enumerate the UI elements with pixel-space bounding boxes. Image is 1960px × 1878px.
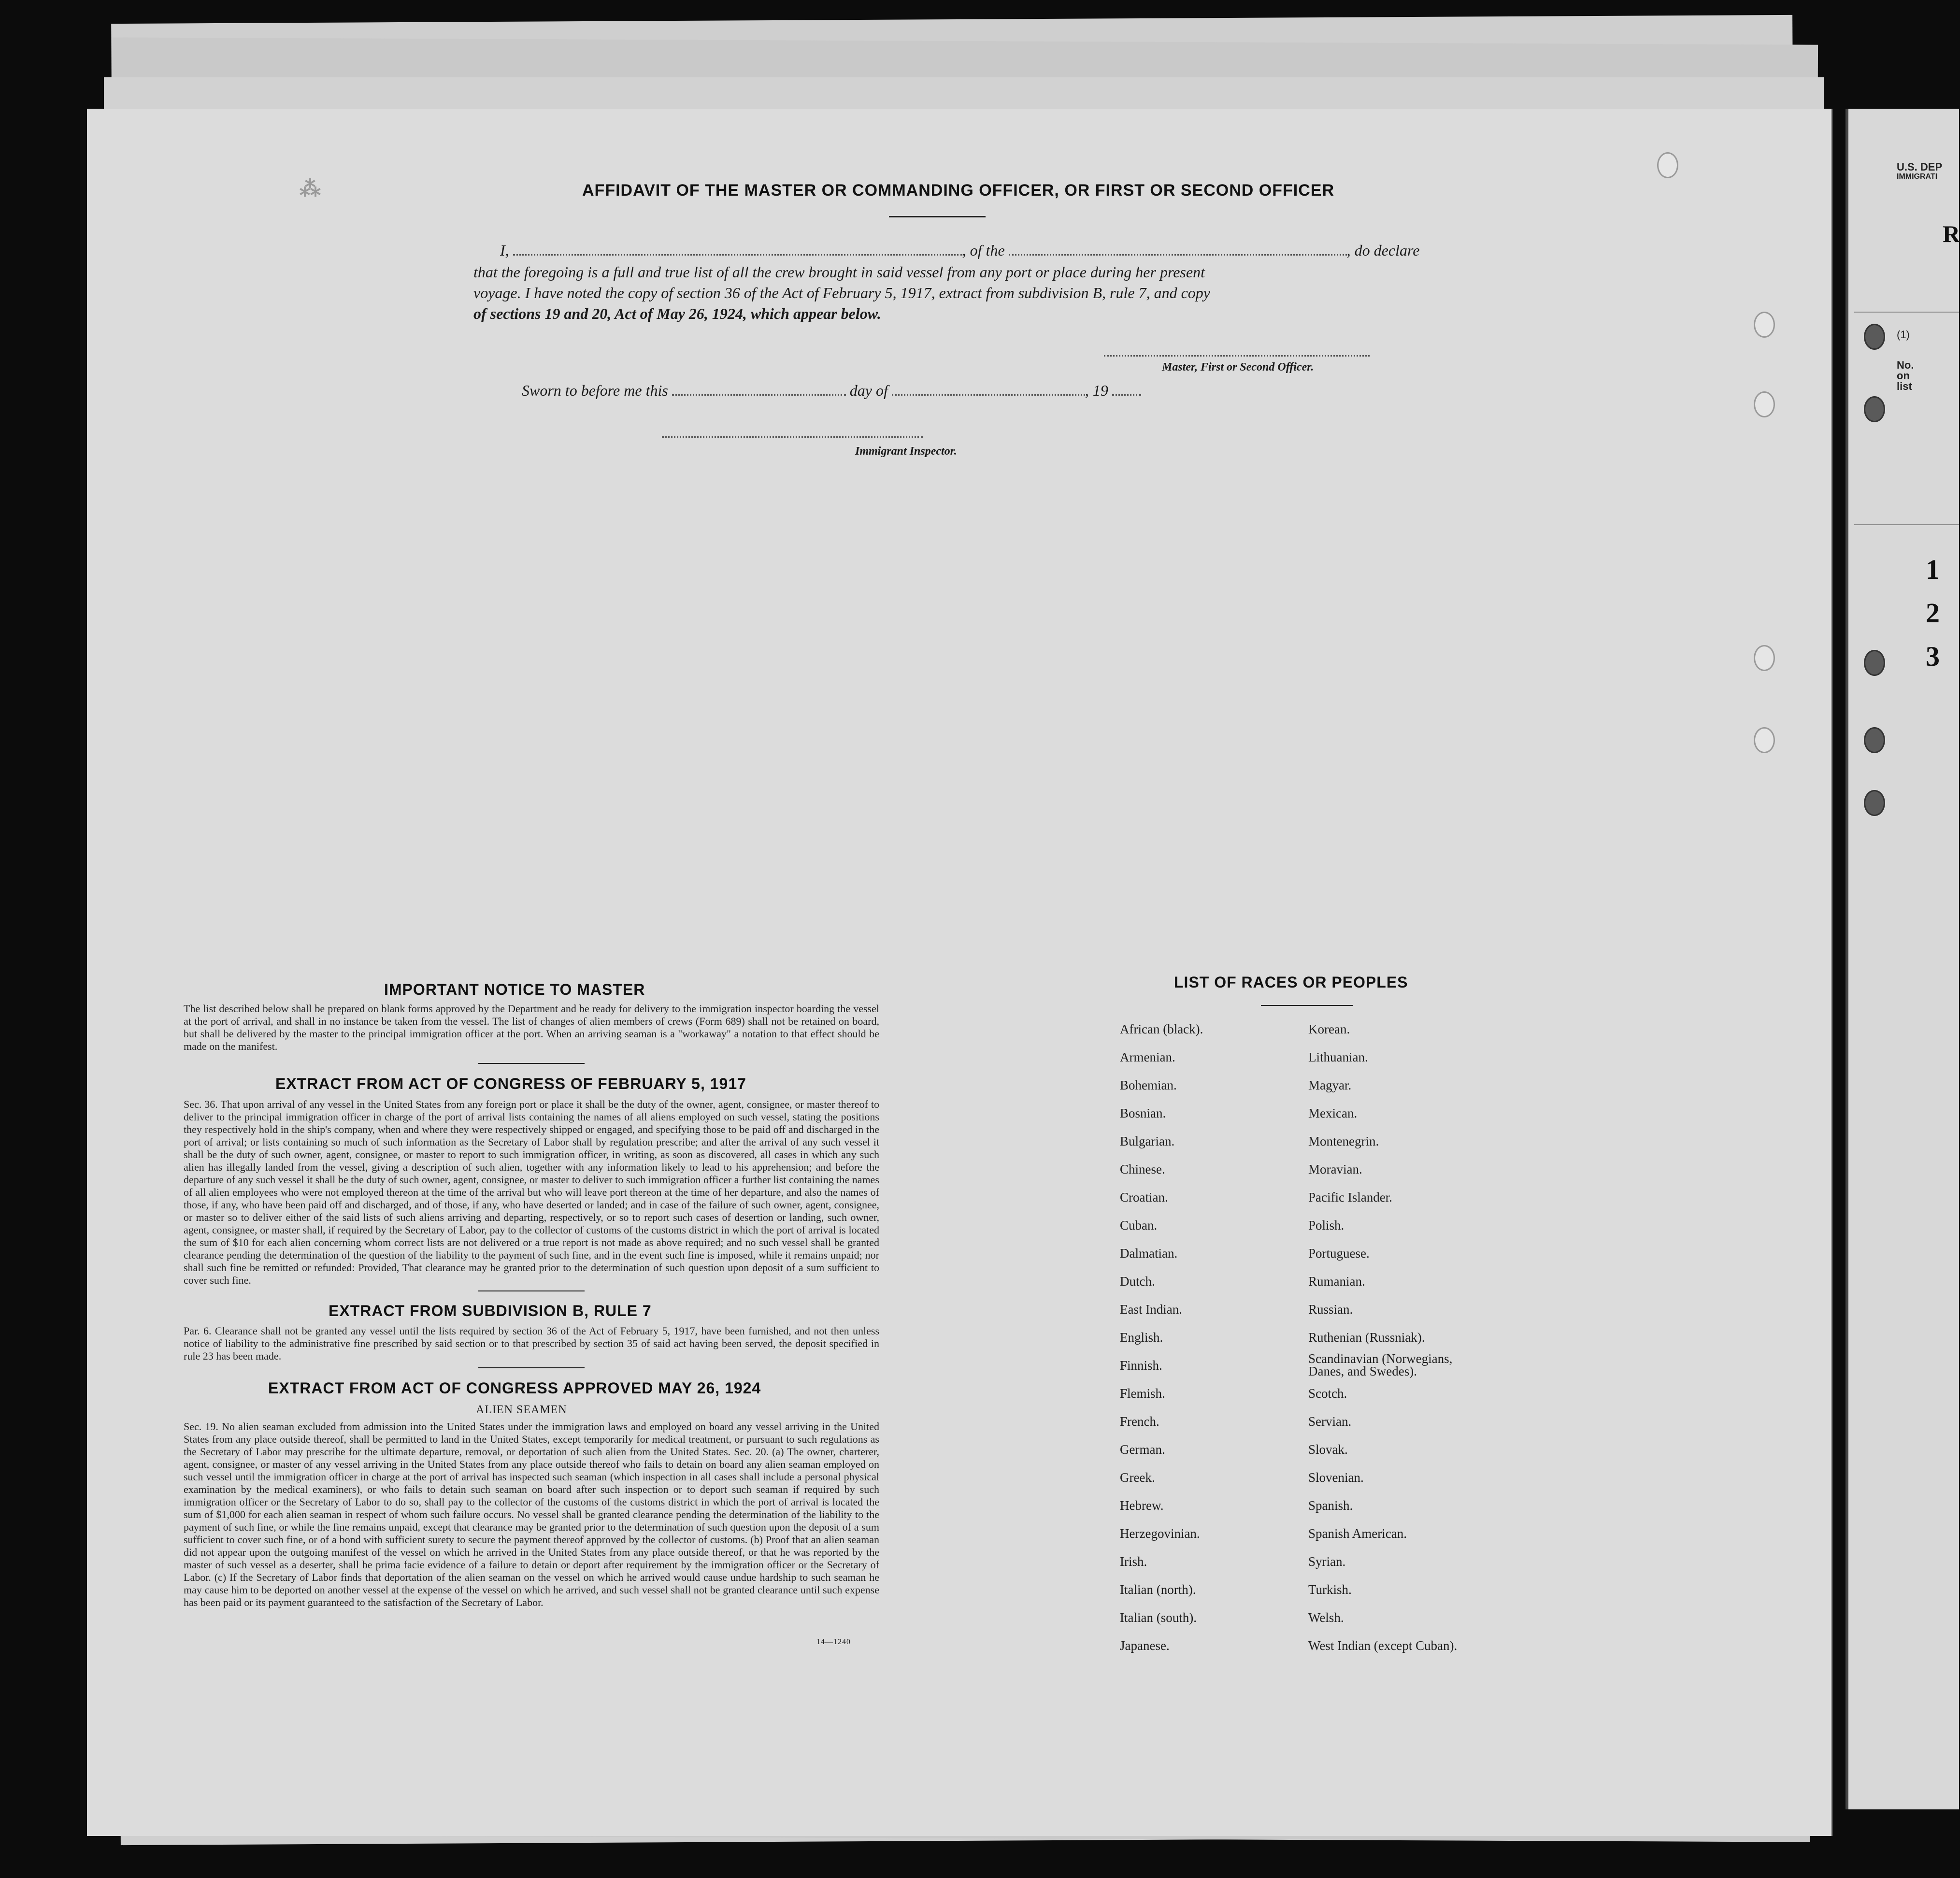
punch-hole	[1864, 324, 1885, 350]
race-entry: Dalmatian.	[1120, 1246, 1178, 1261]
races-right-column	[1308, 1022, 1511, 1653]
inspector-caption: Immigrant Inspector.	[855, 445, 957, 458]
inspector-signature-blank[interactable]	[662, 431, 923, 438]
name-blank[interactable]	[513, 249, 962, 256]
punch-hole	[1864, 790, 1885, 816]
race-entry: Montenegrin.	[1308, 1134, 1379, 1148]
race-entry: Italian (north).	[1120, 1582, 1196, 1597]
extract-1924-text: Sec. 19. No alien seaman excluded from admission into the United States under the immigration laws and employed on board any vessel arriving in the United States from any place outside thereof, shall be permitted to land in the United States, except temporarily for medical treatment, or pursuant to such regulations as the Secretary of Labor may prescribe for the ultimate departure, removal, or deportation of such alien from the United States. Sec. 20. (a) The owner, charterer, agent, consignee, or master of any vessel arriving in the United States from any place outside thereof who fails to detain on board any alien seaman employed on such vessel until the immigration officer in charge at the port of arrival has inspected such seaman (which inspection in all cases shall include a personal physical examination by the medical examiners), or who fails to detain such seaman on board after such inspection or to deport such seaman if required by such immigration officer or the Secretary of Labor to do so, shall pay to the collector of the customs of the customs district in which the port of arrival is located the sum of $1,000 for each alien seaman in respect of whom such failure occurs. No vessel shall be granted clearance pending the determination of the liability to the payment of such fine, or while the fine remains unpaid, except that clearance may be granted prior to the determination of such question upon the deposit of a sum sufficient to cover such fine, or of a bond with sufficient surety to secure the payment thereof approved by the collector of customs. (b) Proof that an alien seaman did not appear upon the outgoing manifest of the vessel on which he arrived in the United States from any place outside thereof, or that he was reported by the master of such vessel as a deserter, shall be prima facie evidence of a failure to detain or deport after requirement by the immigration officer or the Secretary of Labor. (c) If the Secretary of Labor finds that deportation of the alien seaman on the vessel on which he arrived would cause undue hardship to such seaman he may cause him to be deported on another vessel at the expense of the vessel on which he arrived, and such vessel shall not be granted clearance until such expense has been paid or its payment guaranteed to the satisfaction of the Secretary of Labor.	[184, 1420, 879, 1608]
edge-header-sub: IMMIGRATI	[1897, 172, 1938, 181]
punch-hole	[1864, 727, 1885, 753]
affidavit-line-3: voyage. I have noted the copy of section 36 of the Act of February 5, 1917, extract from subdivision B, rule 7, and copy	[473, 284, 1210, 301]
race-entry: Italian (south).	[1120, 1610, 1197, 1625]
race-entry: Pacific Islander.	[1308, 1190, 1392, 1204]
edge-row-1: 1	[1926, 554, 1940, 585]
race-entry: Hebrew.	[1120, 1498, 1164, 1513]
race-entry: African (black).	[1120, 1022, 1203, 1036]
punch-hole	[1864, 396, 1885, 422]
race-entry: West Indian (except Cuban).	[1308, 1638, 1458, 1653]
race-entry: Flemish.	[1120, 1386, 1165, 1401]
races-title: LIST OF RACES OR PEOPLES	[1174, 974, 1408, 991]
signature-blank[interactable]	[1104, 350, 1370, 357]
race-entry: Japanese.	[1120, 1638, 1170, 1653]
race-entry: Polish.	[1308, 1218, 1345, 1233]
edge-row-3: 3	[1926, 641, 1940, 672]
race-entry: French.	[1120, 1414, 1159, 1429]
race-entry: Scandinavian (Norwegians, Danes, and Swedes).	[1308, 1351, 1453, 1378]
form-number: 14—1240	[816, 1638, 851, 1646]
edge-col-label: No. on list	[1897, 359, 1914, 392]
race-entry: Chinese.	[1120, 1162, 1165, 1176]
title-rule	[889, 216, 986, 217]
affidavit-line-2: that the foregoing is a full and true list of all the crew brought in said vessel from any port or place during her present	[473, 263, 1205, 281]
race-entry: Dutch.	[1120, 1274, 1155, 1289]
race-entry: Spanish American.	[1308, 1526, 1407, 1541]
sworn-year-blank[interactable]	[1112, 389, 1141, 396]
race-entry: Irish.	[1120, 1554, 1147, 1569]
race-entry: Mexican.	[1308, 1106, 1358, 1120]
edge-row-2: 2	[1926, 597, 1940, 629]
sworn-line: Sworn to before me this day of , 19	[522, 382, 1141, 400]
edge-letter: R	[1943, 220, 1960, 247]
race-entry: German.	[1120, 1442, 1165, 1457]
race-entry: Ruthenian (Russniak).	[1308, 1330, 1425, 1345]
race-entry: Slovenian.	[1308, 1470, 1364, 1485]
race-entry: Syrian.	[1308, 1554, 1346, 1569]
edge-header: U.S. DEP	[1897, 161, 1943, 173]
race-entry: Portuguese.	[1308, 1246, 1370, 1261]
vessel-blank[interactable]	[1009, 249, 1347, 256]
race-entry: Finnish.	[1120, 1358, 1162, 1373]
race-entry: Welsh.	[1308, 1610, 1344, 1625]
section-rule	[478, 1063, 585, 1064]
race-entry: Magyar.	[1308, 1078, 1352, 1092]
race-entry: East Indian.	[1120, 1302, 1182, 1317]
section-rule	[478, 1367, 585, 1368]
race-entry: Korean.	[1308, 1022, 1350, 1036]
race-entry: Greek.	[1120, 1470, 1155, 1485]
race-entry: Rumanian.	[1308, 1274, 1365, 1289]
punch-hole	[1754, 391, 1775, 417]
signature-caption: Master, First or Second Officer.	[1162, 361, 1314, 373]
extract-rule7-text: Par. 6. Clearance shall not be granted any vessel until the lists required by section 36 of the Act of February 5, 1917, have been furnished, and not then unless notice of liability to the administrative fine prescribed by said section or to that prescribed by section 35 of said act having been served, the deposit specified in rule 23 has been made.	[184, 1325, 879, 1362]
race-entry: Herzegovinian.	[1120, 1526, 1200, 1541]
extract-1917-title: EXTRACT FROM ACT OF CONGRESS OF FEBRUARY 5, 1917	[275, 1075, 746, 1092]
race-entry: Moravian.	[1308, 1162, 1362, 1176]
race-entry: Slovak.	[1308, 1442, 1348, 1457]
races-left-column	[1120, 1022, 1303, 1653]
affidavit-title: AFFIDAVIT OF THE MASTER OR COMMANDING OFFICER, OR FIRST OR SECOND OFFICER	[582, 181, 1334, 200]
race-entry: Spanish.	[1308, 1498, 1353, 1513]
affidavit-line-4: of sections 19 and 20, Act of May 26, 1924, which appear below.	[473, 305, 881, 322]
document-page	[87, 109, 1832, 1836]
adjacent-form-edge	[1846, 109, 1959, 1809]
race-entry: Bosnian.	[1120, 1106, 1166, 1120]
race-entry: English.	[1120, 1330, 1163, 1345]
punch-hole	[1657, 152, 1678, 178]
race-entry: Bulgarian.	[1120, 1134, 1175, 1148]
affidavit-line-1: I, , of the , do declare	[500, 242, 1420, 259]
sworn-day-blank[interactable]	[672, 389, 846, 396]
race-entry: Turkish.	[1308, 1582, 1352, 1597]
notice-title: IMPORTANT NOTICE TO MASTER	[384, 981, 645, 998]
section-rule	[1261, 1005, 1353, 1006]
race-entry: Bohemian.	[1120, 1078, 1177, 1092]
extract-rule7-title: EXTRACT FROM SUBDIVISION B, RULE 7	[329, 1302, 652, 1319]
race-entry: Croatian.	[1120, 1190, 1168, 1204]
race-entry: Lithuanian.	[1308, 1050, 1368, 1064]
race-entry: Servian.	[1308, 1414, 1352, 1429]
punch-hole	[1864, 650, 1885, 676]
race-entry: Cuban.	[1120, 1218, 1158, 1233]
race-entry: Russian.	[1308, 1302, 1353, 1317]
extract-1924-subtitle: ALIEN SEAMEN	[476, 1404, 567, 1416]
sworn-month-blank[interactable]	[892, 389, 1085, 396]
extract-1917-text: Sec. 36. That upon arrival of any vessel in the United States from any foreign port or place it shall be the duty of the owner, agent, consignee, or master thereof to deliver to the principal immigration officer in charge of the port of arrival lists containing the names of all aliens employed on such vessel, stating the positions they respectively hold in the ship's company, when and where they were respectively shipped or engaged, and specifying those to be paid off and discharged in the port of arrival; or lists containing so much of such information as the Secretary of Labor shall by regulation prescribe; and after the arrival of any such vessel it shall be the duty of such owner, agent, consignee, or master to report to such immigration officer, in writing, as soon as discovered, all cases in which any such alien has illegally landed from the vessel, giving a description of such alien, together with any information likely to lead to his apprehension; and before the departure of any such vessel it shall be the duty of such owner, agent, consignee, or master to deliver to such immigration officer a further list containing the names of all alien employees who were not employed thereon at the time of the arrival but who will leave port thereon at the time of her departure, and also the names of those, if any, who have been paid off and discharged, and of those, if any, who have deserted or landed; and in case of the failure of such owner, agent, consignee, or master so to deliver either of the said lists of such aliens arriving and departing, respectively, or so to report such cases of desertion or landing, such owner, agent, consignee, or master shall, if required by the Secretary of Labor, pay to the collector of customs of the customs district in which the port of arrival is located the sum of $10 for each alien concerning whom correct lists are not delivered or a true report is not made as above required; and no such vessel shall be granted clearance pending the determination of the question of the liability to the payment of such fine, and in the event such fine is imposed, while it remains unpaid; nor shall such fine be remitted or refunded: Provided, That clearance may be granted prior to the determination of such question upon deposit of a sum sufficient to cover such fine.	[184, 1098, 879, 1286]
extract-1924-title: EXTRACT FROM ACT OF CONGRESS APPROVED MAY 26, 1924	[268, 1379, 761, 1397]
punch-hole	[1754, 727, 1775, 753]
punch-hole	[1754, 645, 1775, 671]
race-entry: Scotch.	[1308, 1386, 1347, 1401]
punch-hole	[1754, 312, 1775, 338]
section-rule	[478, 1290, 585, 1291]
ink-smudge: ⁂	[300, 177, 321, 201]
edge-col1: (1)	[1897, 329, 1910, 341]
notice-text: The list described below shall be prepared on blank forms approved by the Department and be ready for delivery to the immigration inspector boarding the vessel at the port of arrival, and shall in no instance be taken from the vessel. The list of changes of alien members of crews (Form 689) shall not be retained on board, but shall be delivered by the master to the principal immigration officer at the port. When an arriving seaman is a "workaway" a notation to that effect should be made on the manifest.	[184, 1003, 879, 1052]
race-entry: Armenian.	[1120, 1050, 1175, 1064]
